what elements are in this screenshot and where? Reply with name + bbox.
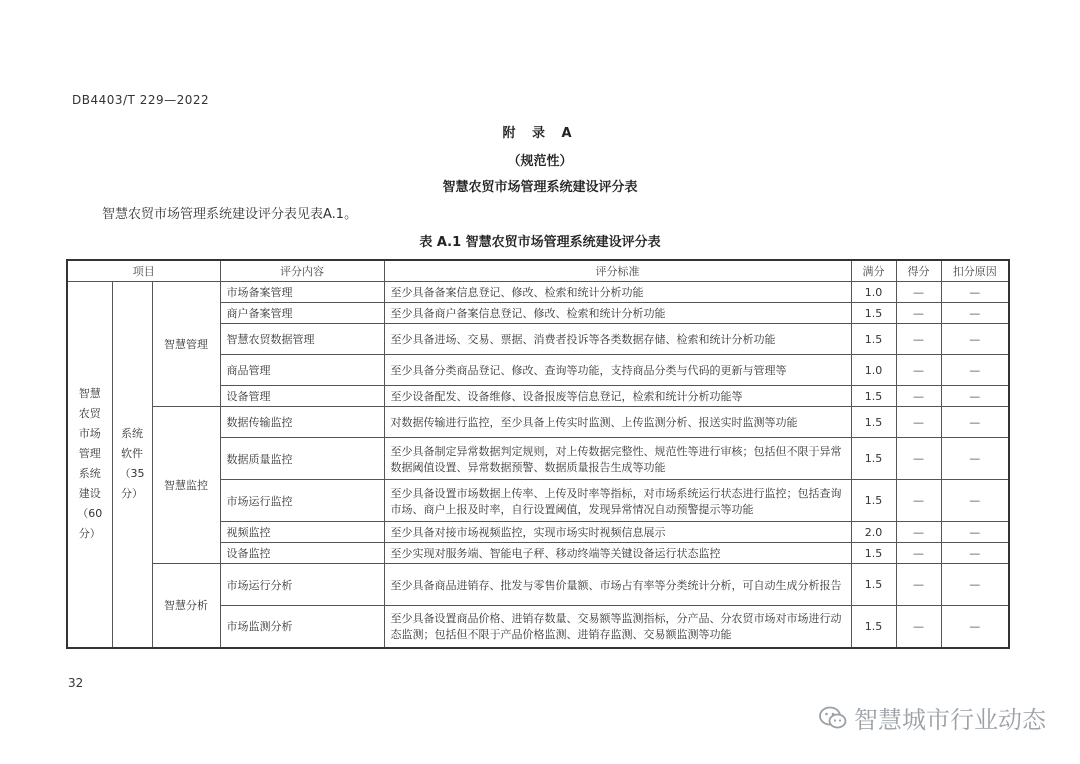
appendix-type: （规范性） (507, 154, 573, 169)
row-score: — (896, 543, 941, 564)
row-content: 设备管理 (220, 386, 384, 407)
table-header-row (67, 260, 1009, 282)
row-content: 商户备案管理 (220, 303, 384, 324)
group-name: 智慧监控 (152, 407, 220, 564)
row-reason: — (941, 282, 1009, 303)
row-content: 设备监控 (220, 543, 384, 564)
level2-cell: 系统软件（35分） (112, 282, 152, 648)
appendix-title: 附 录 A (502, 126, 578, 141)
row-reason: — (941, 386, 1009, 407)
row-standard: 至少实现对服务端、智能电子秤、移动终端等关键设备运行状态监控 (384, 543, 851, 564)
row-score: — (896, 324, 941, 355)
document-number: DB4403/T 229—2022 (72, 93, 210, 107)
row-reason: — (941, 606, 1009, 648)
row-reason: — (941, 303, 1009, 324)
row-score: — (896, 282, 941, 303)
row-full: 1.5 (851, 543, 896, 564)
row-full: 1.5 (851, 438, 896, 480)
row-reason: — (941, 564, 1009, 606)
row-full: 1.5 (851, 324, 896, 355)
row-content: 市场运行监控 (220, 480, 384, 522)
wechat-icon (818, 705, 848, 731)
table-caption: 表 A.1 智慧农贸市场管理系统建设评分表 (419, 235, 661, 250)
row-standard: 至少具备对接市场视频监控，实现市场实时视频信息展示 (384, 522, 851, 543)
row-score: — (896, 480, 941, 522)
row-full: 1.5 (851, 303, 896, 324)
row-standard: 至少具备进场、交易、票据、消费者投诉等各类数据存储、检索和统计分析功能 (384, 324, 851, 355)
row-content: 市场运行分析 (220, 564, 384, 606)
row-full: 1.5 (851, 407, 896, 438)
row-standard: 至少具备商户备案信息登记、修改、检索和统计分析功能 (384, 303, 851, 324)
row-content: 数据质量监控 (220, 438, 384, 480)
row-reason: — (941, 355, 1009, 386)
row-score: — (896, 438, 941, 480)
group-name: 智慧分析 (152, 564, 220, 648)
header-standard: 评分标准 (384, 260, 851, 282)
row-content: 数据传输监控 (220, 407, 384, 438)
row-standard: 对数据传输进行监控，至少具备上传实时监测、上传监测分析、报送实时监测等功能 (384, 407, 851, 438)
row-reason: — (941, 407, 1009, 438)
page-number: 32 (68, 676, 84, 690)
row-standard: 至少设备配发、设备维修、设备报废等信息登记，检索和统计分析功能等 (384, 386, 851, 407)
level1-cell: 智慧农贸市场管理系统建设（60分） (67, 282, 112, 648)
header-project: 项目 (67, 260, 220, 282)
header-reason: 扣分原因 (941, 260, 1009, 282)
score-table (66, 259, 1010, 649)
table-row (67, 564, 1009, 606)
row-content: 视频监控 (220, 522, 384, 543)
row-content: 市场监测分析 (220, 606, 384, 648)
watermark-text: 智慧城市行业动态 (854, 706, 1046, 734)
row-full: 1.5 (851, 480, 896, 522)
row-full: 2.0 (851, 522, 896, 543)
row-content: 商品管理 (220, 355, 384, 386)
row-full: 1.5 (851, 606, 896, 648)
appendix-name: 智慧农贸市场管理系统建设评分表 (442, 180, 638, 195)
row-score: — (896, 606, 941, 648)
row-reason: — (941, 438, 1009, 480)
row-reason: — (941, 522, 1009, 543)
row-standard: 至少具备设置商品价格、进销存数量、交易额等监测指标，分产品、分农贸市场对市场进行动态监测；包括但不限于产品价格监测、进销存监测、交易额监测等功能 (384, 606, 851, 648)
row-score: — (896, 303, 941, 324)
row-reason: — (941, 324, 1009, 355)
watermark (818, 700, 1046, 735)
row-score: — (896, 386, 941, 407)
row-content: 市场备案管理 (220, 282, 384, 303)
row-standard: 至少具备制定异常数据判定规则，对上传数据完整性、规范性等进行审核；包括但不限于异常数据阈值设置、异常数据预警、数据质量报告生成等功能 (384, 438, 851, 480)
row-standard: 至少具备备案信息登记、修改、检索和统计分析功能 (384, 282, 851, 303)
row-score: — (896, 522, 941, 543)
row-full: 1.5 (851, 564, 896, 606)
group-name: 智慧管理 (152, 282, 220, 407)
intro-text: 智慧农贸市场管理系统建设评分表见表A.1。 (102, 207, 358, 222)
row-score: — (896, 355, 941, 386)
row-full: 1.0 (851, 355, 896, 386)
row-standard: 至少具备分类商品登记、修改、查询等功能，支持商品分类与代码的更新与管理等 (384, 355, 851, 386)
row-reason: — (941, 480, 1009, 522)
row-content: 智慧农贸数据管理 (220, 324, 384, 355)
row-reason: — (941, 543, 1009, 564)
row-standard: 至少具备设置市场数据上传率、上传及时率等指标，对市场系统运行状态进行监控；包括查询市场、商户上报及时率，自行设置阈值，发现异常情况自动预警提示等功能 (384, 480, 851, 522)
row-score: — (896, 564, 941, 606)
row-standard: 至少具备商品进销存、批发与零售价量额、市场占有率等分类统计分析，可自动生成分析报告 (384, 564, 851, 606)
header-score: 得分 (896, 260, 941, 282)
table-row (67, 282, 1009, 303)
row-full: 1.0 (851, 282, 896, 303)
header-full: 满分 (851, 260, 896, 282)
row-full: 1.5 (851, 386, 896, 407)
header-content: 评分内容 (220, 260, 384, 282)
table-row (67, 407, 1009, 438)
row-score: — (896, 407, 941, 438)
